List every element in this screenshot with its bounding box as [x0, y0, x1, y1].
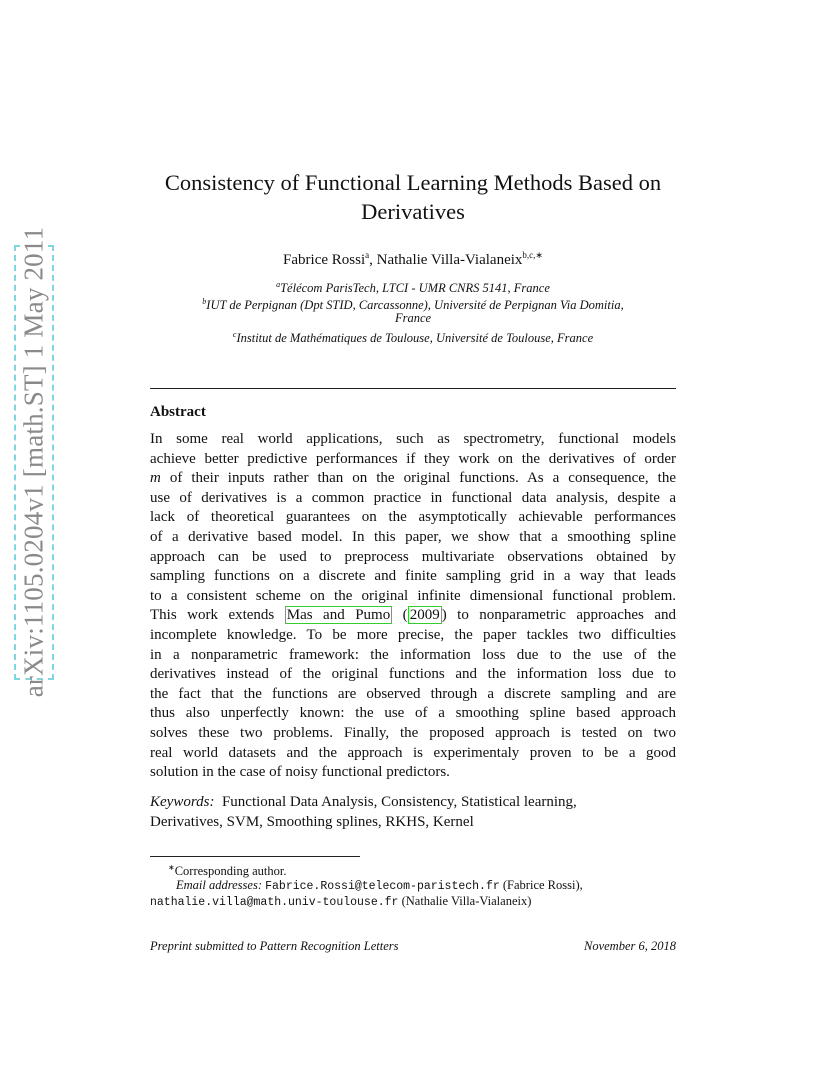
keywords: [150, 792, 676, 832]
email-label: Email addresses:: [176, 878, 262, 892]
abstract-line: to a consistent scheme on the original infinite dimensional functional problem.: [150, 587, 676, 604]
abstract-line: incomplete knowledge. To be more precise, the paper tackles two difficulties: [150, 626, 676, 643]
abstract-heading: Abstract: [150, 404, 206, 420]
email-address[interactable]: Fabrice.Rossi@telecom-paristech.fr: [265, 880, 500, 893]
abstract-line: the fact that the functions are observed through a discrete sampling and are: [150, 685, 676, 702]
arxiv-identifier: arXiv:1105.0204v1 [math.ST] 1 May 2011: [18, 226, 49, 698]
abstract-line: of a derivative based model. In this paper, we show that a smoothing spline: [150, 528, 676, 545]
affiliation-mark: b,c,∗: [522, 250, 543, 260]
abstract-line-text: of their inputs rather than on the original functions. As a consequence, the: [160, 470, 676, 487]
affiliation-text: Institut de Mathématiques de Toulouse, Université de Toulouse, France: [236, 331, 594, 345]
author-list: [150, 245, 676, 270]
keywords-line-2: Derivatives, SVM, Smoothing splines, RKHS, Kernel: [150, 814, 474, 830]
citation-year-link[interactable]: 2009: [409, 607, 440, 624]
keywords-label: Keywords:: [150, 794, 215, 810]
abstract-body: [150, 430, 676, 783]
paper-title: [150, 168, 676, 226]
affiliation-mark: a: [365, 250, 370, 260]
affiliation-text: Télécom ParisTech, LTCI - UMR CNRS 5141, France: [280, 281, 550, 295]
footnote-text: Corresponding author.: [174, 864, 287, 878]
abstract-line-text: (: [392, 607, 408, 624]
title-line-1: Consistency of Functional Learning Methods Based on: [164, 170, 662, 195]
author-name: Nathalie Villa-Vialaneix: [376, 252, 523, 268]
citation-link[interactable]: Mas and Pumo: [286, 607, 391, 624]
author-name: Fabrice Rossi: [283, 252, 366, 268]
affiliation-mark: a: [276, 280, 281, 289]
abstract-line: in a nonparametric framework: the information loss due to the use of the: [150, 646, 676, 663]
affiliation-c: [150, 327, 676, 346]
affiliation-mark: c: [232, 330, 237, 339]
affiliation-mark: b: [202, 297, 207, 306]
footnote-rule: [150, 856, 360, 857]
abstract-line-text: This work extends: [150, 607, 285, 624]
preprint-note: Preprint submitted to Pattern Recognition Letters: [150, 939, 399, 953]
footnote-emails-2: [150, 893, 676, 911]
email-address[interactable]: nathalie.villa@math.univ-toulouse.fr: [150, 896, 399, 909]
abstract-line: approach can be used to preprocess multivariate observations obtained by: [150, 548, 676, 565]
math-variable: m: [150, 470, 161, 487]
email-owner: (Nathalie Villa-Vialaneix): [401, 894, 532, 908]
keywords-line-1: [150, 792, 676, 812]
abstract-line: derivatives instead of the original functions and the information loss due to: [150, 666, 676, 683]
abstract-line: lack of theoretical guarantees on the asymptotically achievable performances: [150, 509, 676, 526]
affiliation-b-continued: [150, 310, 676, 326]
abstract-line-text: to nonparametric approaches and: [446, 607, 676, 624]
abstract-line: sampling functions on a discrete and finite sampling grid in a way that leads: [150, 568, 676, 585]
abstract-line: solves these two problems. Finally, the proposed approach is tested on two: [150, 724, 676, 741]
abstract-line: real world datasets and the approach is experimentaly proven to be a good: [150, 744, 676, 761]
abstract-line-text: ): [441, 607, 447, 624]
abstract-line: solution in the case of noisy functional predictors.: [150, 764, 450, 781]
footnote-mark: ∗: [168, 863, 175, 872]
abstract-line: [150, 469, 676, 489]
keywords-text: Functional Data Analysis, Consistency, Statistical learning,: [221, 794, 577, 810]
affiliation-text: IUT de Perpignan (Dpt STID, Carcassonne), Université de Perpignan Via Domitia,: [206, 298, 624, 312]
abstract-line: [150, 606, 676, 626]
preprint-date: November 6, 2018: [584, 939, 676, 953]
email-owner: (Fabrice Rossi),: [502, 878, 583, 892]
header-rule: [150, 388, 676, 389]
affiliation-text: France: [394, 311, 432, 325]
abstract-line: In some real world applications, such as spectrometry, functional models: [150, 431, 676, 447]
abstract-line: use of derivatives is a common practice in functional data analysis, despite a: [150, 489, 676, 506]
abstract-line: thus also unperfectly known: the use of a smoothing spline based approach: [150, 705, 676, 722]
author-separator: ,: [369, 252, 377, 268]
abstract-line: achieve better predictive performances if they work on the derivatives of order: [150, 450, 676, 467]
title-line-2: Derivatives: [361, 199, 465, 224]
